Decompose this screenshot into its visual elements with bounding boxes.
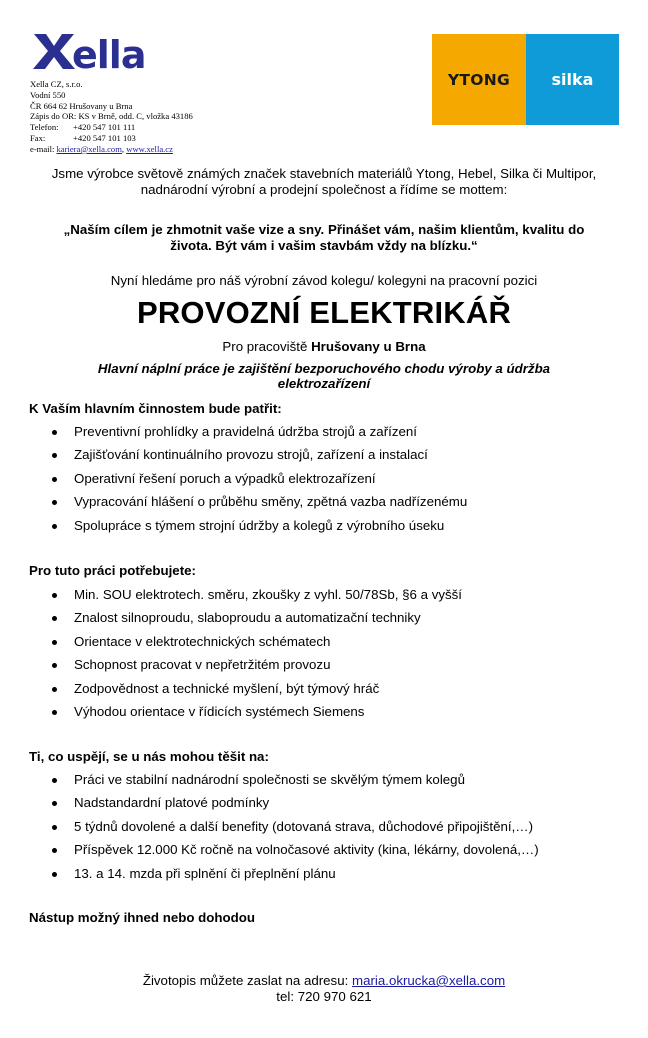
- searching-text: Nyní hledáme pro náš výrobní závod kolegu/ kolegyni na pracovní pozici: [110, 273, 538, 288]
- company-contact: [30, 144, 193, 155]
- list-item: [0, 657, 462, 680]
- fax-value: +420 547 101 103: [73, 132, 136, 143]
- silka-logo: [526, 34, 619, 125]
- list-item-text: Příspěvek 12.000 Kč ročně na volnočasové aktivity (kina, lékárny, dovolená,…): [74, 842, 539, 858]
- bullet: [52, 801, 57, 806]
- requirements-list: [0, 587, 462, 727]
- list-item: [0, 704, 462, 727]
- list-item: [0, 772, 539, 795]
- link-separator: ,: [121, 143, 125, 154]
- list-item-text: Schopnost pracovat v nepřetržitém provozu: [74, 657, 331, 673]
- list-item-text: Spolupráce s týmem strojní údržby a kolegů z výrobního úseku: [74, 517, 445, 533]
- list-item: [0, 447, 467, 470]
- email-label: e-mail:: [30, 143, 55, 154]
- company-web-link[interactable]: www.xella.cz: [126, 143, 173, 154]
- workplace: [0, 339, 648, 355]
- svg-text:ella: ella: [72, 33, 146, 74]
- phone-value: +420 547 101 111: [73, 122, 136, 133]
- bullet: [52, 477, 57, 482]
- contact: [0, 973, 648, 1005]
- section-heading-activities: K Vaším hlavním činnostem bude patřit:: [29, 401, 282, 416]
- main-duty-line-1: Hlavní náplní práce je zajištění bezporuchového chodu výroby a údržba: [97, 361, 551, 376]
- list-item-text: Min. SOU elektrotech. směru, zkoušky z vyhl. 50/78Sb, §6 a vyšší: [74, 587, 462, 602]
- list-item-text: Operativní řešení poruch a výpadků elektrozařízení: [74, 470, 376, 486]
- bullet: [52, 710, 57, 715]
- list-item-text: Preventivní prohlídky a pravidelná údržba strojů a zařízení: [74, 424, 417, 439]
- company-fax: [30, 133, 193, 144]
- bullet: [52, 778, 57, 783]
- list-item: [0, 587, 462, 610]
- company-street: Vodní 550: [30, 89, 66, 100]
- phone-label: Telefon:: [30, 122, 59, 133]
- motto: [0, 222, 648, 254]
- list-item-text: Znalost silnoproudu, slaboproudu a automatizační techniky: [74, 610, 421, 626]
- intro-line-1: Jsme výrobce světově známých značek stavebních materiálů Ytong, Hebel, Silka či Multipor,: [51, 166, 597, 181]
- workplace-prefix: Pro pracoviště: [222, 339, 312, 354]
- bullet: [52, 848, 57, 853]
- contact-phone: tel: 720 970 621: [276, 989, 372, 1004]
- workplace-place: Hrušovany u Brna: [311, 339, 426, 354]
- bullet: [52, 640, 57, 645]
- brand-logos: [432, 34, 619, 125]
- silka-label: silka: [551, 70, 594, 89]
- list-item: [0, 866, 539, 889]
- main-duty: [0, 361, 648, 391]
- motto-line-2: života. Být vám i vašim stavbám vždy na blízku.“: [170, 238, 478, 253]
- company-registry: [30, 111, 193, 122]
- bullet: [52, 593, 57, 598]
- list-item-text: Nadstandardní platové podmínky: [74, 795, 270, 811]
- intro-line-2: nadnárodní výrobní a prodejní společnost a řídíme se mottem:: [140, 182, 508, 197]
- list-item: [0, 634, 462, 657]
- bullet: [52, 524, 57, 529]
- section-heading-benefits: Ti, co uspějí, se u nás mohou těšit na:: [29, 749, 269, 764]
- position-title: PROVOZNÍ ELEKTRIKÁŘ: [136, 295, 512, 330]
- list-item: [0, 842, 539, 865]
- list-item-text: Orientace v elektrotechnických schématech: [74, 633, 331, 649]
- bullet: [52, 453, 57, 458]
- list-item: [0, 819, 539, 842]
- ytong-label: YTONG: [447, 70, 511, 89]
- registry-value: KS v Brně, odd. C, vložka 43186: [78, 111, 193, 122]
- bullet: [52, 663, 57, 668]
- list-item-text: 13. a 14. mzda při splnění či přeplnění plánu: [74, 865, 336, 881]
- list-item: [0, 610, 462, 633]
- intro: [0, 166, 648, 198]
- list-item: [0, 518, 467, 541]
- list-item-text: Vypracování hlášení o průběhu směny, zpětná vazba nadřízenému: [74, 494, 468, 510]
- contact-email-link[interactable]: maria.okrucka@xella.com: [352, 973, 506, 988]
- bullet: [52, 430, 57, 435]
- list-item: [0, 681, 462, 704]
- ytong-logo: [432, 34, 526, 125]
- list-item: [0, 424, 467, 447]
- activities-list: [0, 424, 467, 541]
- contact-line: [0, 973, 648, 989]
- fax-label: Fax:: [30, 132, 46, 143]
- company-city: ČR 664 62 Hrušovany u Brna: [30, 100, 133, 111]
- benefits-list: [0, 772, 539, 889]
- list-item-text: Výhodou orientace v řídicích systémech Siemens: [74, 703, 365, 719]
- section-heading-requirements: Pro tuto práci potřebujete:: [29, 563, 196, 578]
- list-item-text: 5 týdnů dovolené a další benefity (dotovaná strava, důchodové připojištění,…): [74, 818, 534, 834]
- bullet: [52, 825, 57, 830]
- company-phone: [30, 122, 193, 133]
- start-date-text: Nástup možný ihned nebo dohodou: [29, 910, 256, 925]
- list-item: [0, 471, 467, 494]
- list-item: [0, 795, 539, 818]
- contact-prefix: Životopis můžete zaslat na adresu:: [142, 973, 352, 988]
- list-item-text: Zodpovědnost a technické myšlení, být týmový hráč: [74, 680, 380, 696]
- bullet: [52, 616, 57, 621]
- xella-logo: [30, 28, 160, 74]
- motto-line-1: „Naším cílem je zhmotnit vaše vize a sny. Přinášet vám, našim klientům, kvalitu do: [63, 222, 585, 237]
- bullet: [52, 500, 57, 505]
- company-email-link[interactable]: kariera@xella.com: [56, 143, 122, 154]
- bullet: [52, 872, 57, 877]
- company-name: Xella CZ, s.r.o.: [30, 79, 83, 89]
- company-info: [30, 79, 193, 155]
- bullet: [52, 687, 57, 692]
- list-item: [0, 494, 467, 517]
- list-item-text: Zajišťování kontinuálního provozu strojů, zařízení a instalací: [74, 447, 428, 463]
- list-item-text: Práci ve stabilní nadnárodní společnosti se skvělým týmem kolegů: [74, 772, 465, 787]
- main-duty-line-2: elektrozařízení: [277, 376, 371, 391]
- registry-label: Zápis do OR:: [30, 111, 77, 122]
